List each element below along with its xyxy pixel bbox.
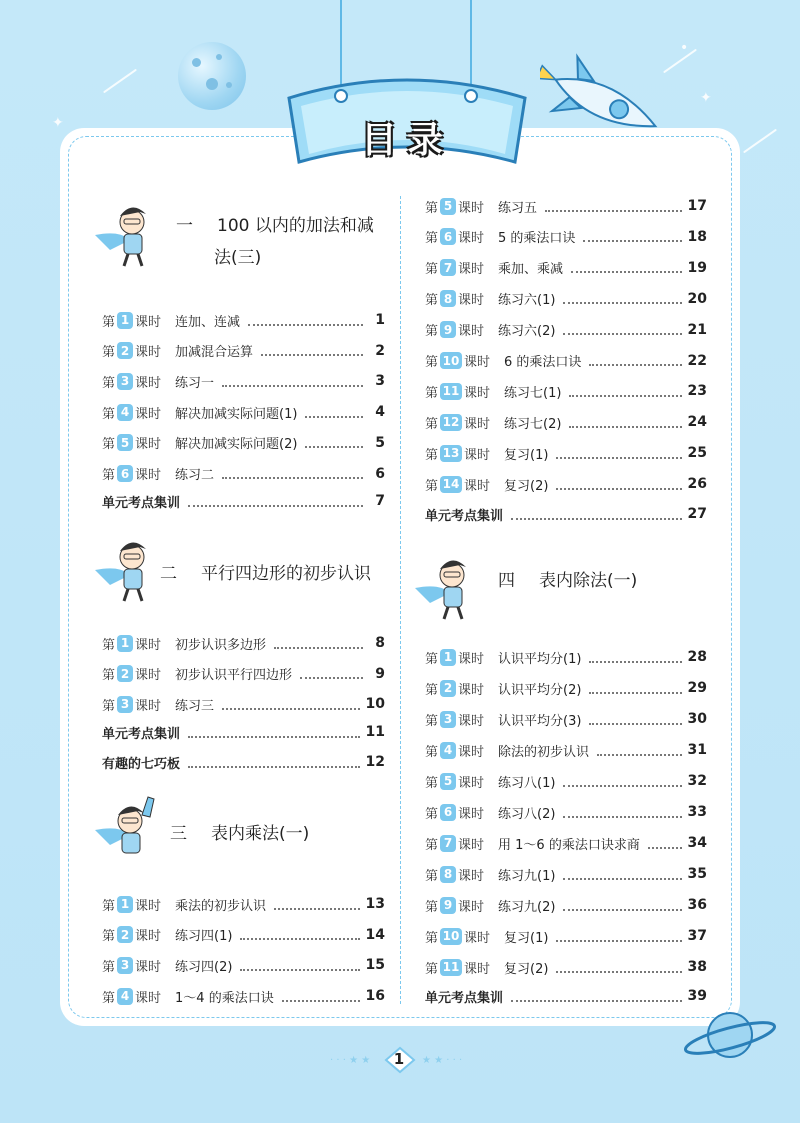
lesson-prefix: 第 <box>425 775 439 791</box>
lesson-prefix: 第 <box>425 837 439 853</box>
page-ref: 35 <box>687 866 707 882</box>
dot-leader <box>563 324 681 335</box>
lesson-number-badge: 8 <box>440 866 456 883</box>
lesson-title: 解决加减实际问题(1) <box>175 406 298 422</box>
page-ref: 12 <box>365 754 385 770</box>
lesson-prefix: 第 <box>102 668 116 684</box>
lesson-suffix: 课时 <box>458 324 485 340</box>
lesson-number-badge: 1 <box>117 635 133 652</box>
lesson-title: 练习六(2) <box>498 324 556 340</box>
svg-text:· · · ★ ★: · · · ★ ★ <box>330 1055 371 1066</box>
lesson-title: 练习五 <box>498 200 538 216</box>
page-ref: 16 <box>365 988 385 1005</box>
toc-entry[interactable] <box>425 708 707 730</box>
toc-entry[interactable] <box>102 490 385 512</box>
lesson-number-badge: 11 <box>440 959 462 976</box>
toc-entry[interactable] <box>425 442 707 464</box>
dot-leader <box>305 437 363 448</box>
lesson-prefix: 第 <box>425 868 439 884</box>
lesson-suffix: 课时 <box>458 744 485 760</box>
lesson-number-badge: 6 <box>440 804 456 821</box>
lesson-number-badge: 3 <box>440 711 456 728</box>
lesson-prefix: 第 <box>102 437 116 453</box>
toc-entry[interactable] <box>425 770 707 792</box>
dot-leader <box>589 683 681 694</box>
lesson-prefix: 第 <box>102 345 116 361</box>
lesson-title: 练习一 <box>175 375 215 391</box>
lesson-suffix: 课时 <box>458 682 485 698</box>
lesson-suffix: 课时 <box>458 651 485 667</box>
page-ref: 36 <box>687 897 707 913</box>
lesson-prefix: 第 <box>425 355 439 370</box>
lesson-prefix: 第 <box>102 959 116 975</box>
lesson-title: 练习九(1) <box>498 868 556 884</box>
lesson-prefix: 第 <box>102 468 116 483</box>
toc-entry[interactable] <box>425 473 707 495</box>
dot-leader <box>589 714 681 725</box>
star-icon: ✦ <box>52 115 64 131</box>
lesson-title: 连加、连减 <box>175 314 241 330</box>
section-title: 单元考点集训 <box>102 726 181 742</box>
page-ref: 22 <box>687 352 707 369</box>
lesson-suffix: 课时 <box>135 314 162 330</box>
lesson-number-badge: 10 <box>440 928 462 945</box>
unit-number: 二 <box>160 564 177 584</box>
lesson-suffix: 课时 <box>135 929 162 945</box>
lesson-suffix: 课时 <box>135 990 162 1006</box>
lesson-number-badge: 2 <box>117 926 133 943</box>
lesson-title: 练习八(2) <box>498 806 556 822</box>
lesson-suffix: 课时 <box>464 930 491 946</box>
page-ref: 39 <box>687 988 707 1004</box>
lesson-prefix: 第 <box>102 990 116 1006</box>
lesson-number-badge: 6 <box>117 465 133 482</box>
lesson-number-badge: 3 <box>117 696 133 713</box>
dot-leader <box>563 869 681 880</box>
dot-leader <box>556 962 681 973</box>
lesson-number-badge: 3 <box>117 957 133 974</box>
lesson-title: 初步认识平行四边形 <box>175 668 293 684</box>
lesson-number-badge: 1 <box>117 896 133 913</box>
toc-entry[interactable] <box>102 693 385 715</box>
lesson-title: 认识平均分(2) <box>498 682 582 698</box>
toc-entry[interactable] <box>425 226 707 248</box>
page-ref: 1 <box>375 312 385 328</box>
dot-leader <box>274 899 359 910</box>
toc-entry[interactable] <box>102 954 385 976</box>
lesson-prefix: 第 <box>102 898 116 914</box>
lesson-suffix: 课时 <box>458 713 485 729</box>
dot-leader <box>305 407 363 418</box>
lesson-number-badge: 4 <box>440 742 456 759</box>
lesson-number-badge: 11 <box>440 383 462 400</box>
lesson-prefix: 第 <box>425 961 439 977</box>
toc-entry[interactable] <box>425 411 707 433</box>
lesson-title: 练习七(1) <box>504 385 562 401</box>
lesson-number-badge: 2 <box>117 342 133 359</box>
section-title: 单元考点集训 <box>425 990 504 1006</box>
lesson-suffix: 课时 <box>135 375 162 391</box>
toc-entry[interactable] <box>102 309 385 331</box>
unit-heading <box>176 211 374 236</box>
page-ref: 13 <box>365 896 385 912</box>
dot-leader <box>240 960 359 971</box>
lesson-number-badge: 2 <box>440 680 456 697</box>
lesson-title: 复习(1) <box>504 447 549 463</box>
dot-leader <box>563 293 681 304</box>
lesson-prefix: 第 <box>425 682 439 698</box>
svg-text:★ ★ · · ·: ★ ★ · · · <box>422 1055 463 1066</box>
section-title: 单元考点集训 <box>102 495 181 511</box>
unit-number: 四 <box>498 571 515 591</box>
toc-entry[interactable] <box>102 721 385 743</box>
lesson-suffix: 课时 <box>458 868 485 884</box>
moon-icon <box>178 42 246 110</box>
lesson-title: 加减混合运算 <box>175 345 254 361</box>
lesson-suffix: 课时 <box>135 898 162 914</box>
section-title: 单元考点集训 <box>425 508 504 524</box>
unit-heading <box>498 566 637 591</box>
page-ref: 20 <box>687 290 707 307</box>
lesson-prefix: 第 <box>425 324 439 340</box>
lesson-number-badge: 5 <box>440 773 456 790</box>
lesson-title: 练习四(2) <box>175 959 233 975</box>
lesson-suffix: 课时 <box>458 899 485 915</box>
page-ref: 6 <box>375 465 385 482</box>
lesson-suffix: 课时 <box>464 447 491 463</box>
toc-entry[interactable] <box>102 924 385 946</box>
unit-title: 表内乘法(一) <box>211 824 310 844</box>
toc-entry[interactable] <box>425 832 707 854</box>
dot-leader <box>556 931 681 942</box>
toc-entry[interactable] <box>425 350 707 372</box>
page-ref: 23 <box>687 383 707 400</box>
toc-entry[interactable] <box>102 401 385 423</box>
page-ref: 8 <box>375 635 385 651</box>
toc-entry[interactable] <box>425 894 707 916</box>
toc-entry[interactable] <box>425 985 707 1007</box>
toc-entry[interactable] <box>102 370 385 392</box>
toc-entry[interactable] <box>425 288 707 310</box>
lesson-title: 认识平均分(3) <box>498 713 582 729</box>
toc-entry[interactable] <box>102 663 385 685</box>
lesson-number-badge: 1 <box>440 649 456 666</box>
lesson-suffix: 课时 <box>135 406 162 422</box>
lesson-suffix: 课时 <box>458 775 485 791</box>
lesson-title: 乘法的初步认识 <box>175 898 267 914</box>
lesson-suffix: 课时 <box>135 637 162 653</box>
saturn-icon <box>680 1000 780 1070</box>
lesson-title: 解决加减实际问题(2) <box>175 437 298 453</box>
page-ref: 14 <box>365 926 385 943</box>
lesson-number-badge: 1 <box>117 312 133 329</box>
dot-leader <box>589 652 681 663</box>
star-icon: • <box>680 40 689 56</box>
lesson-number-badge: 6 <box>440 228 456 245</box>
toc-entry[interactable] <box>425 677 707 699</box>
lesson-prefix: 第 <box>102 375 116 391</box>
page-ref: 5 <box>375 434 385 451</box>
dot-leader <box>511 991 682 1002</box>
page-ref: 11 <box>365 724 385 740</box>
toc-entry[interactable] <box>102 751 385 773</box>
page-ref: 7 <box>375 493 385 509</box>
toc-entry[interactable] <box>425 956 707 978</box>
dot-leader <box>188 757 360 768</box>
lesson-prefix: 第 <box>425 930 439 946</box>
dot-leader <box>222 468 363 479</box>
lesson-number-badge: 5 <box>440 198 456 215</box>
lesson-suffix: 课时 <box>464 355 491 370</box>
lesson-number-badge: 10 <box>440 352 462 369</box>
lesson-suffix: 课时 <box>464 416 491 432</box>
hero-character-icon <box>90 535 170 605</box>
page-ref: 32 <box>687 773 707 789</box>
page-number: 1 <box>393 1050 405 1068</box>
section-title: 有趣的七巧板 <box>102 756 181 772</box>
lesson-number-badge: 13 <box>440 445 462 462</box>
lesson-prefix: 第 <box>425 651 439 667</box>
lesson-prefix: 第 <box>425 262 439 278</box>
lesson-suffix: 课时 <box>458 231 485 247</box>
dot-leader <box>274 638 363 649</box>
dot-leader <box>563 776 681 787</box>
lesson-prefix: 第 <box>425 385 439 401</box>
toc-entry[interactable] <box>425 503 707 525</box>
page-ref: 29 <box>687 680 707 696</box>
unit-heading <box>160 559 371 584</box>
toc-entry[interactable] <box>425 646 707 668</box>
lesson-prefix: 第 <box>102 698 116 714</box>
lesson-title: 复习(2) <box>504 478 549 494</box>
page-ref: 38 <box>687 959 707 975</box>
lesson-prefix: 第 <box>425 416 439 432</box>
page-ref: 26 <box>687 476 707 493</box>
lesson-prefix: 第 <box>425 293 439 309</box>
page-indicator <box>330 1045 470 1075</box>
unit-heading <box>170 819 309 844</box>
lesson-prefix: 第 <box>425 231 439 247</box>
lesson-prefix: 第 <box>102 637 116 653</box>
lesson-number-badge: 8 <box>440 290 456 307</box>
lesson-title: 练习二 <box>175 468 215 483</box>
lesson-title: 练习四(1) <box>175 929 233 945</box>
page-ref: 25 <box>687 445 707 462</box>
dot-leader <box>188 727 360 738</box>
page-ref: 28 <box>687 649 707 665</box>
toc-entry[interactable] <box>425 863 707 885</box>
lesson-prefix: 第 <box>102 929 116 945</box>
dot-leader <box>248 315 363 326</box>
column-divider <box>400 196 401 1004</box>
lesson-title: 复习(2) <box>504 961 549 977</box>
dot-leader <box>597 745 681 756</box>
lesson-suffix: 课时 <box>135 345 162 361</box>
lesson-suffix: 课时 <box>458 837 485 853</box>
toc-entry[interactable] <box>425 319 707 341</box>
lesson-number-badge: 9 <box>440 897 456 914</box>
lesson-title: 练习八(1) <box>498 775 556 791</box>
page-ref: 2 <box>375 342 385 359</box>
page-ref: 18 <box>687 228 707 245</box>
dot-leader <box>583 231 681 242</box>
lesson-title: 练习六(1) <box>498 293 556 309</box>
lesson-suffix: 课时 <box>464 385 491 401</box>
page-ref: 30 <box>687 711 707 727</box>
dot-leader <box>569 417 681 428</box>
lesson-number-badge: 14 <box>440 476 462 493</box>
toc-entry[interactable] <box>102 432 385 454</box>
page-ref: 19 <box>687 259 707 276</box>
star-icon: ✦ <box>700 90 712 106</box>
unit-heading-continued: 法(三) <box>214 248 262 268</box>
hero-character-icon <box>410 553 490 623</box>
toc-entry[interactable] <box>425 739 707 761</box>
dot-leader <box>563 807 681 818</box>
dot-leader <box>556 479 681 490</box>
lesson-suffix: 课时 <box>135 668 162 684</box>
page-ref: 37 <box>687 928 707 944</box>
lesson-number-badge: 9 <box>440 321 456 338</box>
toc-entry[interactable] <box>102 340 385 362</box>
title-banner <box>283 70 531 168</box>
toc-entry[interactable] <box>425 257 707 279</box>
toc-entry[interactable] <box>102 463 385 485</box>
dot-leader <box>545 201 681 212</box>
lesson-number-badge: 2 <box>117 665 133 682</box>
toc-entry[interactable] <box>102 893 385 915</box>
page-ref: 3 <box>375 373 385 390</box>
lesson-suffix: 课时 <box>464 478 491 494</box>
lesson-title: 练习七(2) <box>504 416 562 432</box>
page-ref: 21 <box>687 321 707 338</box>
page-ref: 9 <box>375 665 385 682</box>
toc-entry[interactable] <box>102 632 385 654</box>
lesson-suffix: 课时 <box>135 437 162 453</box>
lesson-prefix: 第 <box>425 744 439 760</box>
hero-character-icon <box>90 200 170 270</box>
page-ref: 31 <box>687 742 707 758</box>
dot-leader <box>300 668 363 679</box>
dot-leader <box>563 900 681 911</box>
lesson-title: 6 的乘法口诀 <box>504 355 582 370</box>
toc-entry[interactable] <box>425 801 707 823</box>
dot-leader <box>589 355 681 366</box>
lesson-title: 5 的乘法口诀 <box>498 231 576 247</box>
lesson-suffix: 课时 <box>458 806 485 822</box>
page-ref: 24 <box>687 414 707 431</box>
lesson-prefix: 第 <box>102 314 116 330</box>
page-title: 目录 <box>360 120 453 161</box>
dot-leader <box>240 929 359 940</box>
dot-leader <box>648 838 682 849</box>
lesson-prefix: 第 <box>425 806 439 822</box>
lesson-prefix: 第 <box>425 200 439 216</box>
lesson-suffix: 课时 <box>135 959 162 975</box>
page-ref: 33 <box>687 804 707 820</box>
lesson-suffix: 课时 <box>458 293 485 309</box>
toc-entry[interactable] <box>425 380 707 402</box>
lesson-title: 乘加、乘减 <box>498 262 564 278</box>
lesson-number-badge: 7 <box>440 835 456 852</box>
page-ref: 15 <box>365 957 385 974</box>
unit-title: 平行四边形的初步认识 <box>201 564 371 584</box>
lesson-number-badge: 3 <box>117 373 133 390</box>
toc-entry[interactable] <box>425 195 707 217</box>
dot-leader <box>571 262 681 273</box>
toc-entry[interactable] <box>425 925 707 947</box>
unit-number: 三 <box>170 824 187 844</box>
lesson-number-badge: 5 <box>117 434 133 451</box>
lesson-title: 认识平均分(1) <box>498 651 582 667</box>
lesson-number-badge: 4 <box>117 988 133 1005</box>
dot-leader <box>556 448 681 459</box>
page-ref: 34 <box>687 835 707 851</box>
lesson-prefix: 第 <box>102 406 116 422</box>
dot-leader <box>282 991 360 1002</box>
dot-leader <box>569 386 681 397</box>
lesson-suffix: 课时 <box>135 468 162 483</box>
lesson-suffix: 课时 <box>458 200 485 216</box>
lesson-prefix: 第 <box>425 478 439 494</box>
lesson-title: 复习(1) <box>504 930 549 946</box>
page-ref: 10 <box>365 696 385 713</box>
lesson-title: 用 1～6 的乘法口诀求商 <box>498 837 640 853</box>
lesson-suffix: 课时 <box>464 961 491 977</box>
lesson-number-badge: 4 <box>117 404 133 421</box>
lesson-number-badge: 12 <box>440 414 462 431</box>
lesson-prefix: 第 <box>425 713 439 729</box>
lesson-prefix: 第 <box>425 899 439 915</box>
toc-entry[interactable] <box>102 985 385 1007</box>
page-ref: 4 <box>375 404 385 421</box>
unit-number: 一 <box>176 216 193 236</box>
lesson-title: 练习三 <box>175 698 215 714</box>
lesson-title: 1～4 的乘法口诀 <box>175 990 274 1006</box>
unit-title: 表内除法(一) <box>539 571 638 591</box>
lesson-title: 初步认识多边形 <box>175 637 267 653</box>
dot-leader <box>511 509 682 520</box>
unit-title: 100 以内的加法和减 <box>217 216 374 236</box>
lesson-title: 除法的初步认识 <box>498 744 590 760</box>
lesson-suffix: 课时 <box>458 262 485 278</box>
dot-leader <box>261 345 363 356</box>
lesson-title: 练习九(2) <box>498 899 556 915</box>
dot-leader <box>222 376 363 387</box>
dot-leader <box>222 699 359 710</box>
page-ref: 17 <box>687 198 707 214</box>
lesson-suffix: 课时 <box>135 698 162 714</box>
hero-character-icon <box>90 795 170 865</box>
dot-leader <box>188 496 363 507</box>
lesson-prefix: 第 <box>425 447 439 463</box>
lesson-number-badge: 7 <box>440 259 456 276</box>
page-ref: 27 <box>687 506 707 522</box>
